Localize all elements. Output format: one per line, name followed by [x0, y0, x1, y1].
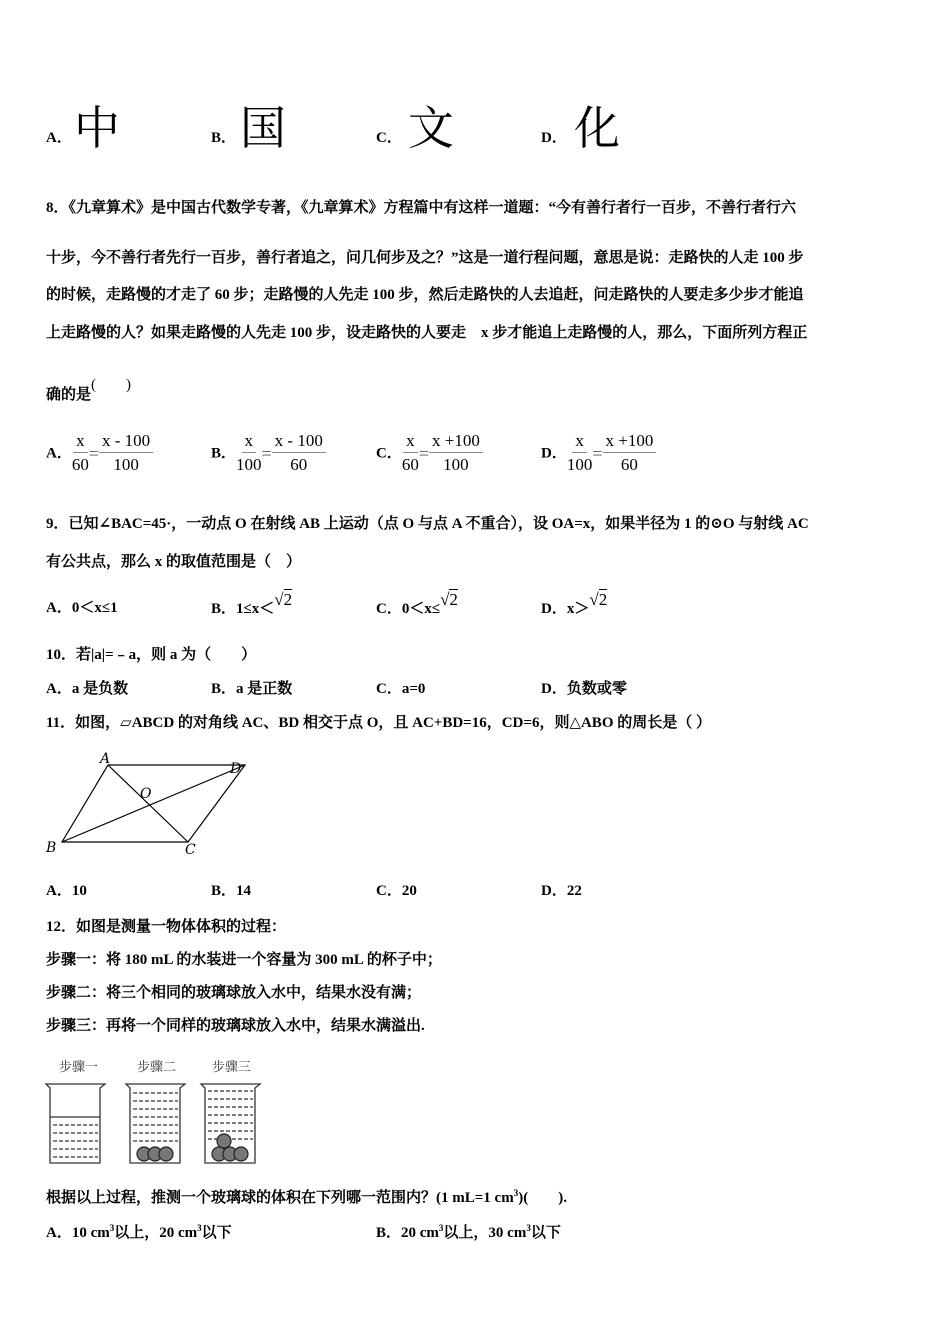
superscript: 3 — [513, 1188, 519, 1198]
parallelogram-figure — [40, 750, 260, 860]
q8-option-c — [376, 430, 483, 477]
option-label: D． — [541, 445, 567, 462]
q8-line-4: 上走路慢的人？如果走路慢的人先走 100 步，设走路快的人要走 x 步才能追上走路慢的人，那么，下面所列方程正 — [46, 325, 808, 341]
point-o-label: O — [140, 786, 152, 802]
superscript: 3 — [526, 1223, 531, 1233]
fraction-left — [402, 430, 419, 477]
q7-option-d-label: D． — [541, 130, 567, 146]
option-text: B．1≤x＜ — [211, 601, 275, 617]
superscript: 3 — [438, 1223, 444, 1233]
sqrt-sign: √ — [589, 590, 599, 609]
q8-option-d — [541, 430, 656, 477]
q8-line-1: 8．《九章算术》是中国古代数学专著，《九章算术》方程篇中有这样一道题：“今有善行者行一百步，不善行者行六 — [46, 200, 797, 216]
denominator: 100 — [236, 455, 262, 474]
q11-question: 11．如图，▱ABCD 的对角线 AC、BD 相交于点 O，且 AC+BD=16，CD=6，则△ABO 的周长是（ ） — [46, 715, 711, 731]
denominator: 60 — [71, 455, 89, 474]
denominator: 100 — [443, 455, 469, 474]
fraction-left — [72, 430, 89, 477]
glass-balls — [137, 1134, 248, 1161]
q10-option-a: A．a 是负数 — [46, 681, 129, 697]
q9-option-d — [541, 590, 608, 619]
q8-line-5-text: 确的是 — [46, 387, 92, 403]
option-label: C． — [376, 445, 402, 462]
option-label: A． — [46, 445, 72, 462]
option-text: 以上，20 cm — [114, 1225, 198, 1241]
option-text: 以下 — [201, 1225, 232, 1241]
fraction-right — [272, 430, 326, 477]
q7-option-b-label: B． — [211, 130, 237, 146]
q7-option-d-char: 化 — [574, 101, 620, 155]
q7-option-b-char: 国 — [240, 101, 286, 155]
radicand: 2 — [449, 590, 458, 609]
option-text: A．10 cm — [46, 1225, 110, 1241]
q8-line-2: 十步，今不善行者先行一百步，善行者追之，问几何步及之？”这是一道行程问题，意思是说：走路快的人走 100 步 — [46, 250, 804, 266]
equals-sign: = — [418, 443, 429, 464]
option-text: C．0＜x≤ — [376, 601, 441, 617]
numerator: x +100 — [429, 430, 483, 453]
fraction-right — [429, 430, 483, 477]
denominator: 60 — [401, 455, 419, 474]
numerator: x — [73, 430, 88, 453]
numerator: x — [572, 430, 587, 453]
fraction-left — [236, 430, 262, 477]
superscript: 3 — [197, 1223, 202, 1233]
equals-sign: = — [261, 443, 272, 464]
q12-option-a — [46, 1218, 232, 1243]
beaker-1 — [46, 1084, 105, 1163]
numerator: x - 100 — [99, 430, 153, 453]
q12-ask-end: )( ). — [518, 1190, 567, 1206]
q7-option-c-label: C． — [376, 130, 402, 146]
q11-option-d: D．22 — [541, 883, 582, 899]
q8-option-a — [46, 430, 153, 477]
diagonal-bd — [62, 765, 245, 842]
q8-line-5 — [46, 377, 132, 405]
beaker-2-label: 步骤二 — [137, 1060, 177, 1075]
q12-option-b — [376, 1218, 561, 1243]
superscript: 3 — [109, 1223, 115, 1233]
beaker-3-label: 步骤三 — [212, 1060, 252, 1075]
radicand: 2 — [598, 590, 608, 609]
fraction-right — [603, 430, 657, 477]
q12-step-3: 步骤三：再将一个同样的玻璃球放入水中，结果水满溢出. — [46, 1018, 425, 1034]
fraction-right — [99, 430, 153, 477]
q10-question: 10．若|a|=﹣a，则 a 为（ ） — [46, 647, 257, 663]
numerator: x — [242, 430, 257, 453]
equals-sign: = — [88, 443, 99, 464]
numerator: x +100 — [603, 430, 657, 453]
numerator: x - 100 — [272, 430, 326, 453]
denominator: 60 — [290, 455, 308, 474]
vertex-d-label: D — [230, 761, 242, 777]
sqrt-sign: √ — [274, 590, 284, 609]
q10-option-c: C．a=0 — [376, 681, 426, 697]
q10-option-b: B．a 是正数 — [211, 681, 293, 697]
q11-option-c: C．20 — [376, 883, 417, 899]
q9-line-1: 9．已知∠BAC=45·，一动点 O 在射线 AB 上运动（点 O 与点 A 不重合），设 OA=x，如果半径为 1 的⊙O 与射线 AC — [46, 516, 809, 532]
q12-ask-text: 根据以上过程，推测一个玻璃球的体积在下列哪一范围内？(1 mL=1 cm — [46, 1190, 514, 1206]
denominator: 100 — [113, 455, 139, 474]
option-label: B． — [211, 445, 237, 462]
sqrt-sign: √ — [440, 590, 450, 609]
q9-option-a: A．0＜x≤1 — [46, 600, 118, 616]
vertex-c-label: C — [185, 842, 196, 858]
q9-option-b — [211, 590, 293, 619]
denominator: 60 — [620, 455, 638, 474]
q11-option-b: B．14 — [211, 883, 252, 899]
vertex-a-label: A — [100, 751, 111, 767]
vertex-b-label: B — [46, 840, 57, 856]
q9-line-2: 有公共点，那么 x 的取值范围是（ ） — [46, 554, 302, 570]
option-text: B．20 cm — [376, 1225, 439, 1241]
equals-sign: = — [592, 443, 603, 464]
q8-option-b — [211, 430, 326, 477]
option-text: D．x＞ — [541, 601, 590, 617]
denominator: 100 — [566, 455, 593, 474]
q12-question: 12．如图是测量一物体体积的过程： — [46, 919, 287, 935]
q7-option-a-char: 中 — [74, 101, 120, 155]
q12-step-1: 步骤一：将 180 mL 的水装进一个容量为 300 mL 的杯子中； — [46, 952, 442, 968]
q7-option-a-label: A． — [46, 130, 72, 146]
q12-step-2: 步骤二：将三个相同的玻璃球放入水中，结果水没有满； — [46, 985, 422, 1001]
q9-option-c — [376, 590, 458, 619]
numerator: x — [403, 430, 418, 453]
option-text: 以上，30 cm — [443, 1225, 527, 1241]
beaker-1-label: 步骤一 — [59, 1060, 99, 1075]
option-text: 以下 — [530, 1225, 561, 1241]
q11-option-a: A．10 — [46, 883, 87, 899]
q10-option-d: D．负数或零 — [541, 681, 627, 697]
answer-blank: ( ) — [91, 377, 132, 393]
q7-option-c-char: 文 — [408, 101, 454, 155]
fraction-left — [567, 430, 593, 477]
q12-ask — [46, 1183, 567, 1208]
q8-line-3: 的时候，走路慢的才走了 60 步；走路慢的人先走 100 步，然后走路快的人去追赶，问走路快的人要走多少步才能追 — [46, 287, 804, 303]
radicand: 2 — [283, 590, 293, 609]
diagonal-ac — [108, 765, 188, 842]
beakers-figure — [40, 1055, 310, 1170]
